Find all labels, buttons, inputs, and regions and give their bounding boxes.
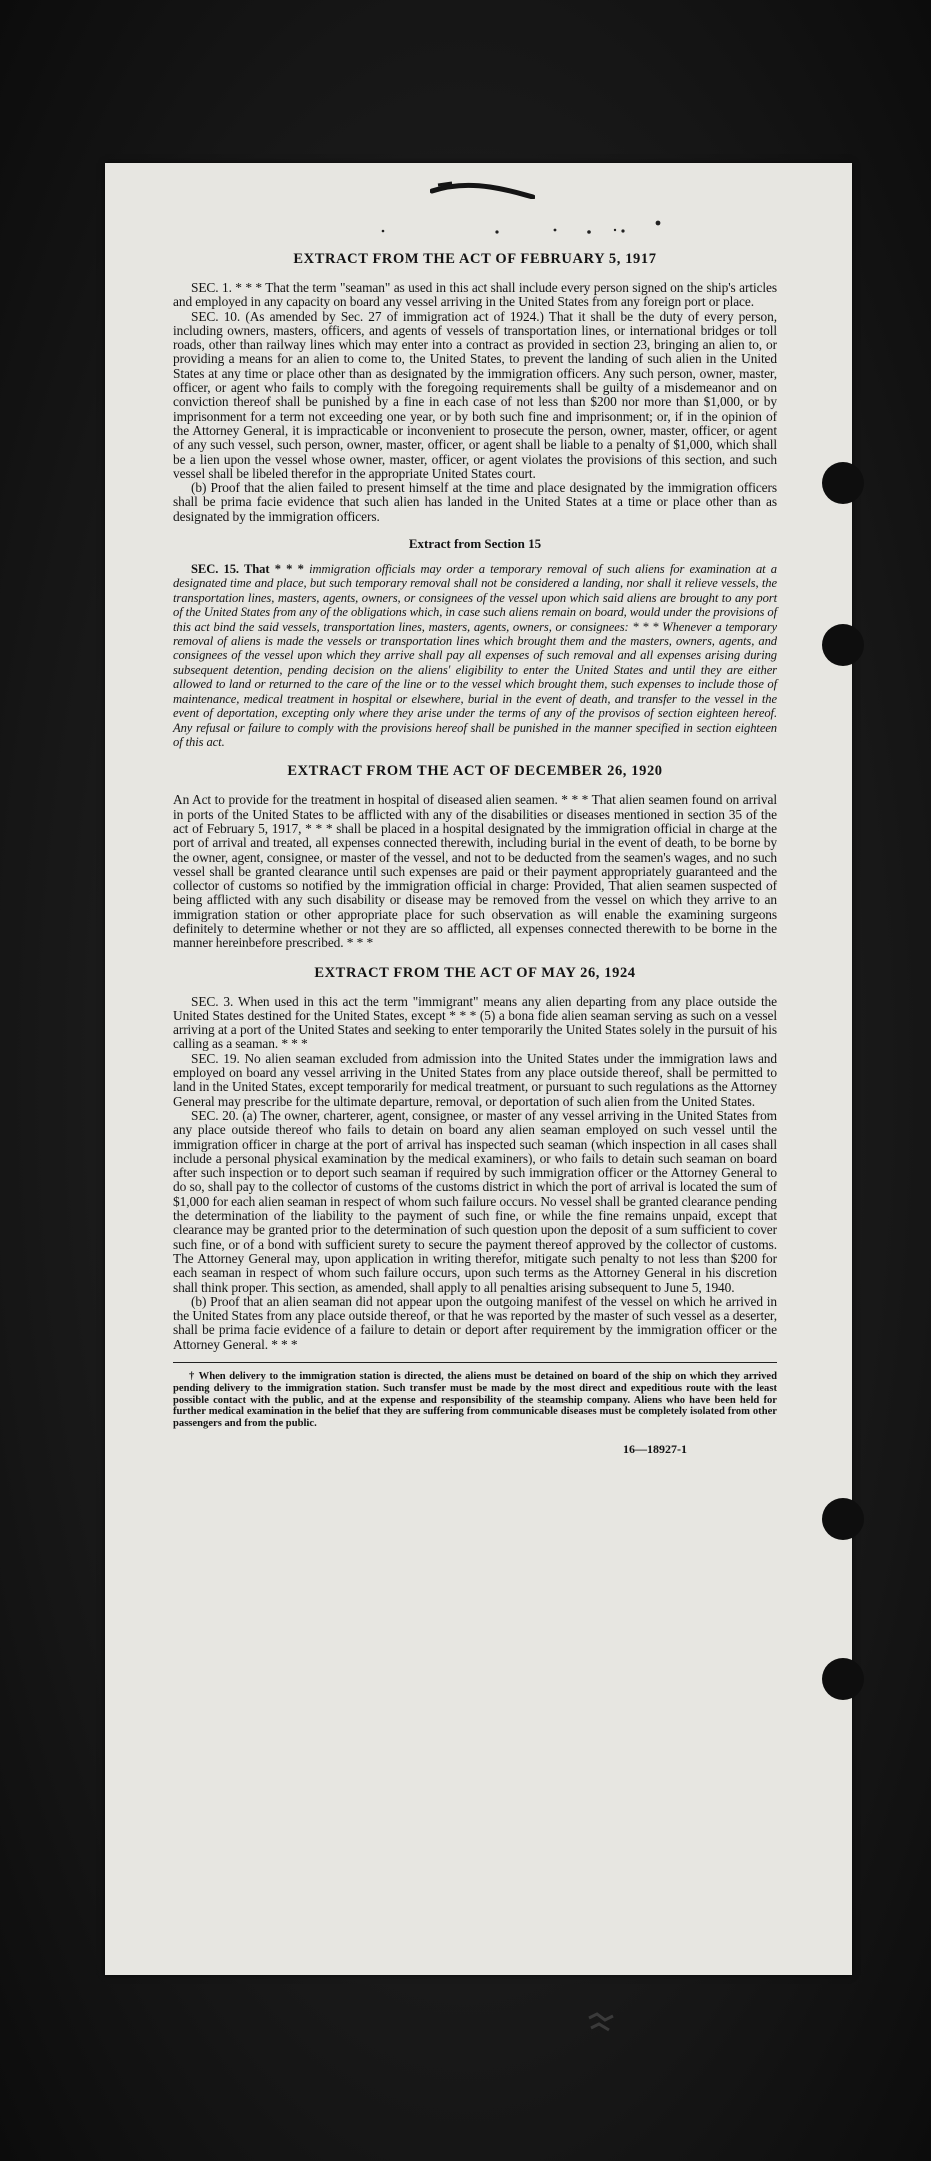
- punch-hole-bottom-right-2: [822, 1658, 864, 1700]
- paper-specks: [375, 218, 665, 238]
- footnote: † When delivery to the immigration station is directed, the aliens must be detained on board of the ship on which they arrived pending delivery to the immigration station. Such transfer must be made by the most direct and expeditious route with the least possible contact with the public, and at the expense and responsibility of the steamship company. Aliens who have been held for further medical examination in the belief that they are suffering from communicable diseases must be completely isolated from other passengers and from the public.: [173, 1371, 777, 1430]
- heading-act-feb-1917: EXTRACT FROM THE ACT OF FEBRUARY 5, 1917: [293, 251, 657, 267]
- paragraph-sec-10-b: (b) Proof that the alien failed to present himself at the time and place designated by the immigration officers shall be prima facie evidence that such alien has landed in the United States at a time or place other than as designated by the immigration officers.: [173, 480, 777, 524]
- paragraph-sec-19: SEC. 19. No alien seaman excluded from admission into the United States under the immigration laws and employed on board any vessel arriving in the United States from any place outside thereof, shall be permitted to land in the United States, except temporarily for medical treatment, or pursuant to such regulations as the Attorney General may prescribe for the ultimate departure, removal, or deportation of such alien from the United States.: [173, 1050, 777, 1109]
- ink-smudge-mark: [430, 181, 535, 199]
- heading-act-may-1924: EXTRACT FROM THE ACT OF MAY 26, 1924: [314, 964, 636, 981]
- paragraph-act-1920: An Act to provide for the treatment in hospital of diseased alien seamen. * * * That alien seamen found on arrival in ports of the United States to be afflicted with any of the disabilities or diseases mentioned in section 35 of the act of February 5, 1917, * * * shall be placed in a hospital designated by the immigration official in charge at the port of arrival and treated, all expenses connected therewith, including burial in the event of death, to be borne by the owner, agent, consignee, or master of the vessel, and not to be deducted from the seamen's wages, and no such vessel shall be granted clearance until such expenses are paid or their payment appropriately guaranteed and the collector of customs so notified by the immigration official in charge: Provided, That alien seamen suspected of being afflicted with any such disability or disease may be removed from the vessel on which they arrive to an immigration station or other appropriate place for such observation as will enable the examining surgeons definitely to determine whether or not they are so afflicted, all expenses connected therewith to be borne in the manner hereinbefore prescribed. * * *: [173, 792, 777, 951]
- punch-hole-top-right-1: [822, 462, 864, 504]
- heading-section-15: Extract from Section 15: [408, 536, 542, 552]
- paragraph-sec-15: [173, 562, 777, 749]
- paragraph-sec-20-b: (b) Proof that an alien seaman did not appear upon the outgoing manifest of the vessel on which he arrived in the United States from any place outside thereof, or that he was reported by the master of such vessel as a deserter, shall be prima facie evidence of a failure to detain or deport after requirement by the immigration officer or the Attorney General. * * *: [173, 1293, 777, 1352]
- paragraph-sec-3: SEC. 3. When used in this act the term "immigrant" means any alien departing from any place outside the United States destined for the United States, except * * * (5) a bona fide alien seaman serving as such on a vessel arriving at a port of the United States and seeking to enter temporarily the United States solely in the pursuit of his calling as a seaman. * * *: [173, 993, 777, 1052]
- sec-15-text: immigration officials may order a temporary removal of such aliens for examination at a designated time and place, but such temporary removal shall not be considered a landing, nor shall it relieve vessels, the transportation lines, masters, agents, owners, or consignees of the vessel upon which said aliens are brought to any port of the United States from any of the obligations which, in case such aliens remain on board, would under the provisions of this act bind the said vessels, transportation lines, masters, agents, owners, or consignees: * * * Whenever a temporary removal of aliens is made the vessels or transportation lines which brought them and the masters, owners, agents, and consignees of the vessel upon which they arrive shall pay all expenses of such removal and all expenses arising during subsequent detention, pending decision on the aliens' eligibility to enter the United States and until they are either allowed to land or returned to the care of the line or to the vessel which brought them, such expenses to include those of maintenance, medical treatment in hospital or elsewhere, burial in the event of death, and transfer to the vessel in the event of deportation, excepting only where they arise under the terms of any of the provisos of section eighteen hereof. Any refusal or failure to comply with the provisions hereof shall be punished in the manner specified in section eighteen of this act.: [173, 562, 777, 749]
- punch-hole-bottom-right-1: [822, 1498, 864, 1540]
- paragraph-sec-20-a: SEC. 20. (a) The owner, charterer, agent, consignee, or master of any vessel arriving in the United States from any place outside thereof who fails to detain on board any alien seaman employed on such vessel until the immigration officer in charge at the port of arrival has inspected such seaman (which inspection in all cases shall include a personal physical examination by the medical examiners), or who fails to detain such seaman on board after such inspection or to deport such seaman if required by such immigration officer or the Attorney General to do so, shall pay to the collector of customs of the customs district in which the port of arrival is located the sum of $1,000 for each alien seaman in respect of whom such failure occurs. No vessel shall be granted clearance pending the determination of the liability to the payment of such fine, or while the fine remains unpaid, except that clearance may be granted prior to the determination of such question upon the deposit of a sum sufficient to cover such fine, or of a bond with sufficient surety to secure the payment thereof approved by the collector of customs. The Attorney General may, upon application in writing therefor, mitigate such penalty to not less than $200 for each seaman in respect of whom such failure occurs, upon such terms as the Attorney General in his discretion shall think proper. This section, as amended, shall apply to all penalties arising subsequent to June 5, 1940.: [173, 1107, 777, 1295]
- sec-15-lead: SEC. 15. That * * *: [191, 562, 304, 577]
- document-sheet: [105, 163, 852, 1975]
- form-number: 16—18927-1: [623, 1442, 687, 1456]
- paragraph-sec-10: SEC. 10. (As amended by Sec. 27 of immigration act of 1924.) That it shall be the duty of every person, including owners, masters, officers, and agents of vessels of transportation lines, or international bridges or toll roads, other than railway lines which may enter into a contract as provided in section 23, bringing an alien to, or providing a means for an alien to come to, the United States, to prevent the landing of such alien in the United States at any time or place other than as designated by the immigration officers. Any such person, owner, master, officer, or agent who fails to comply with the foregoing requirements shall be guilty of a misdemeanor and on conviction thereof shall be punished by a fine in each case of not less than $200 nor more than $1,000, or by imprisonment for a term not exceeding one year, or by both such fine and imprisonment; or, if in the opinion of the Attorney General, it is impracticable or inconvenient to prosecute the person, owner, master, officer, or agent of any such vessel, such person, owner, master, officer, or agent shall be liable to a penalty of $1,000, which shall be a lien upon the vessel whose owner, master, officer, or agent violates the provisions of this section, and such vessel shall be libeled therefor in the appropriate United States court.: [173, 308, 777, 481]
- heading-act-dec-1920: EXTRACT FROM THE ACT OF DECEMBER 26, 1920: [287, 763, 663, 780]
- paragraph-sec-1: SEC. 1. * * * That the term "seaman" as used in this act shall include every person signed on the ship's articles and employed in any capacity on board any vessel arriving in the United States from any foreign port or place.: [173, 280, 777, 310]
- document-content: [173, 251, 777, 1457]
- scan-artifact-mark: [585, 2008, 617, 2038]
- punch-hole-top-right-2: [822, 624, 864, 666]
- footnote-divider: [173, 1362, 777, 1363]
